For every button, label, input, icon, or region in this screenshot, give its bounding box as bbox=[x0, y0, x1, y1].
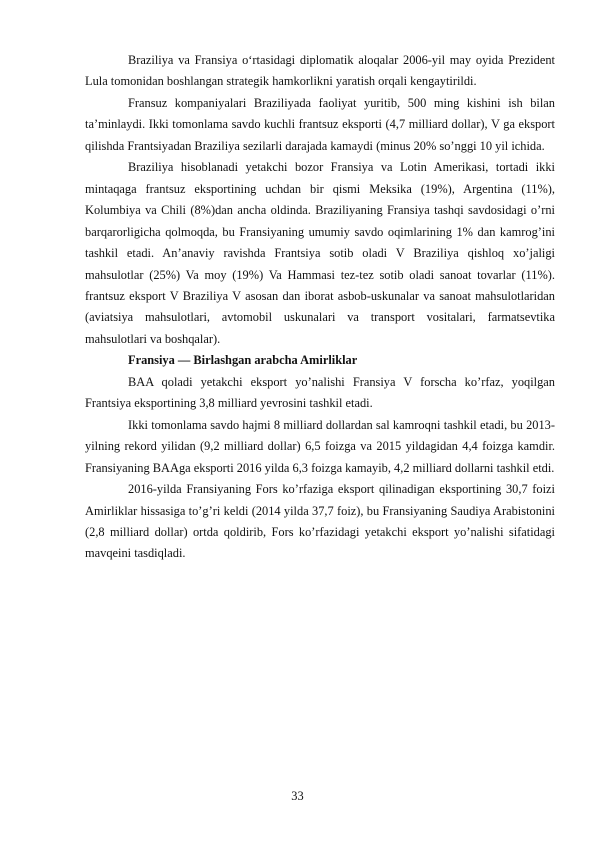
paragraph-uae-export: BAA qoladi yetakchi eksport yo’nalishi Fransiya V forscha ko’rfaz, yoqilgan Frantsiya eksportining 3,8 milliard yevrosini tashkil etadi. bbox=[85, 374, 555, 411]
page-number: 33 bbox=[291, 789, 304, 803]
page-body bbox=[85, 50, 555, 565]
paragraph-french-companies: Fransuz kompaniyalari Braziliyada faoliyat yuritib, 500 ming kishini ish bilan ta’minlaydi. Ikki tomonlama savdo kuchli frantsuz eksporti (4,7 milliard dollar), V ga eksport qilishda Frantsiyadan Braziliya sezilarli darajada kamaydi (minus 20% so’nggi 10 yil ichida. bbox=[85, 95, 555, 153]
paragraph-brazil-market: Braziliya hisoblanadi yetakchi bozor Fransiya va Lotin Amerikasi, tortadi ikki mintaqaga frantsuz eksportining uchdan bir qismi Meksika (19%), Argentina (11%), Kolumbiya va Chili (8%)dan ancha oldinda. Braziliyaning Fransiya tashqi savdosidagi o’rni barqarorligicha qolmoqda, bu Fransiyaning umumiy savdo oqimlarining 1% dan kamrog’ini tashkil etadi. An’anaviy ravishda Frantsiya sotib oladi V Braziliya qishloq xo’jaligi mahsulotlar (25%) Va moy (19%) Va Hammasi tez-tez sotib oladi sanoat tovarlar (11%). frantsuz eksport V Braziliya V asosan dan iborat asbob-uskunalar va sanoat mahsulotlaridan (aviatsiya mahsulotlari, avtomobil uskunalari va transport vositalari, farmatsevtika mahsulotlari va boshqalar). bbox=[85, 160, 555, 346]
section-heading: Fransiya — Birlashgan arabcha Amirliklar bbox=[128, 353, 358, 368]
paragraph-diplomatic-relations: Braziliya va Fransiya o‘rtasidagi diplomatik aloqalar 2006-yil may oyida Prezident Lula tomonidan boshlangan strategik hamkorlikni yaratish orqali kengaytirildi. bbox=[85, 53, 555, 89]
paragraph-gulf-exports: 2016-yilda Fransiyaning Fors ko’rfaziga eksport qilinadigan eksportining 30,7 foizi Amirliklar hissasiga to’g’ri keldi (2014 yilda 37,7 foiz), bu Fransiyaning Saudiya Arabistonini (2,8 milliard dollar) ortda qoldirib, Fors ko’rfazidagi yetakchi eksport yo’nalishi sifatidagi mavqeini tasdiqladi. bbox=[85, 482, 555, 561]
paragraph-bilateral-trade: Ikki tomonlama savdo hajmi 8 milliard dollardan sal kamroqni tashkil etadi, bu 2013-yilning rekord yilidan (9,2 milliard dollar) 6,5 foizga va 2015 yildagidan 4,4 foizga kamdir. Fransiyaning BAAga eksporti 2016 yilda 6,3 foizga kamayib, 4,2 milliard dollarni tashkil etdi. bbox=[85, 417, 555, 475]
